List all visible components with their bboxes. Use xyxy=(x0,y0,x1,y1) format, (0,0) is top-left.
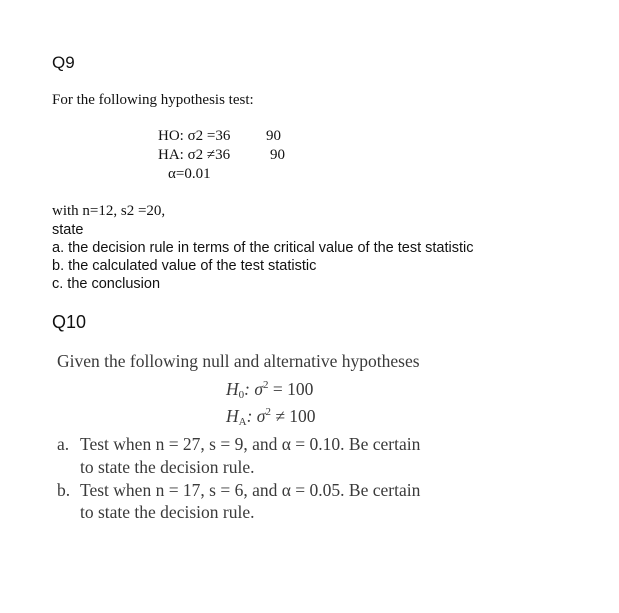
q10-part-b-line1: Test when n = 17, s = 6, and α = 0.05. Be certain xyxy=(80,480,421,500)
q10-null-hypothesis xyxy=(226,379,313,401)
q9-given: with n=12, s2 =20, xyxy=(52,203,166,219)
q10-h0-sigma: : σ xyxy=(244,379,263,399)
q9-alt-hypothesis: HA: σ2 ≠36 xyxy=(158,147,231,163)
q10-part-b-letter: b. xyxy=(57,480,71,500)
q9-item-c: c. the conclusion xyxy=(52,276,161,292)
q10-ha-sigma: : σ xyxy=(246,406,266,426)
q9-alt-stray-value: 90 xyxy=(270,147,285,163)
q10-h0-symbol: H xyxy=(226,379,239,399)
q10-ha-rest: ≠ 100 xyxy=(270,406,316,426)
q10-part-a-letter: a. xyxy=(57,434,70,454)
q10-label: Q10 xyxy=(52,312,87,332)
q10-ha-sup: 2 xyxy=(265,406,271,418)
q10-h0-sub: 0 xyxy=(238,389,245,401)
q10-part-a-line2: to state the decision rule. xyxy=(80,457,255,477)
q9-null-hypothesis: HO: σ2 =36 xyxy=(158,128,231,144)
q10-part-a-line1: Test when n = 27, s = 9, and α = 0.10. Be certain xyxy=(80,434,421,454)
q10-h0-sup: 2 xyxy=(262,379,269,391)
q10-intro: Given the following null and alternative hypotheses xyxy=(57,351,420,371)
q10-ha-sub: A xyxy=(238,416,247,428)
q9-item-b: b. the calculated value of the test statistic xyxy=(52,258,317,274)
q10-part-b-line2: to state the decision rule. xyxy=(80,502,255,522)
q10-h0-rest: = 100 xyxy=(268,379,314,399)
q9-state: state xyxy=(52,222,84,238)
q9-null-stray-value: 90 xyxy=(266,128,281,144)
q9-label: Q9 xyxy=(52,53,75,72)
q9-alpha: α=0.01 xyxy=(168,166,211,182)
q10-alt-hypothesis xyxy=(226,406,316,428)
q9-item-a: a. the decision rule in terms of the critical value of the test statistic xyxy=(52,240,474,256)
q9-intro: For the following hypothesis test: xyxy=(52,92,254,108)
q10-ha-symbol: H xyxy=(226,406,239,426)
